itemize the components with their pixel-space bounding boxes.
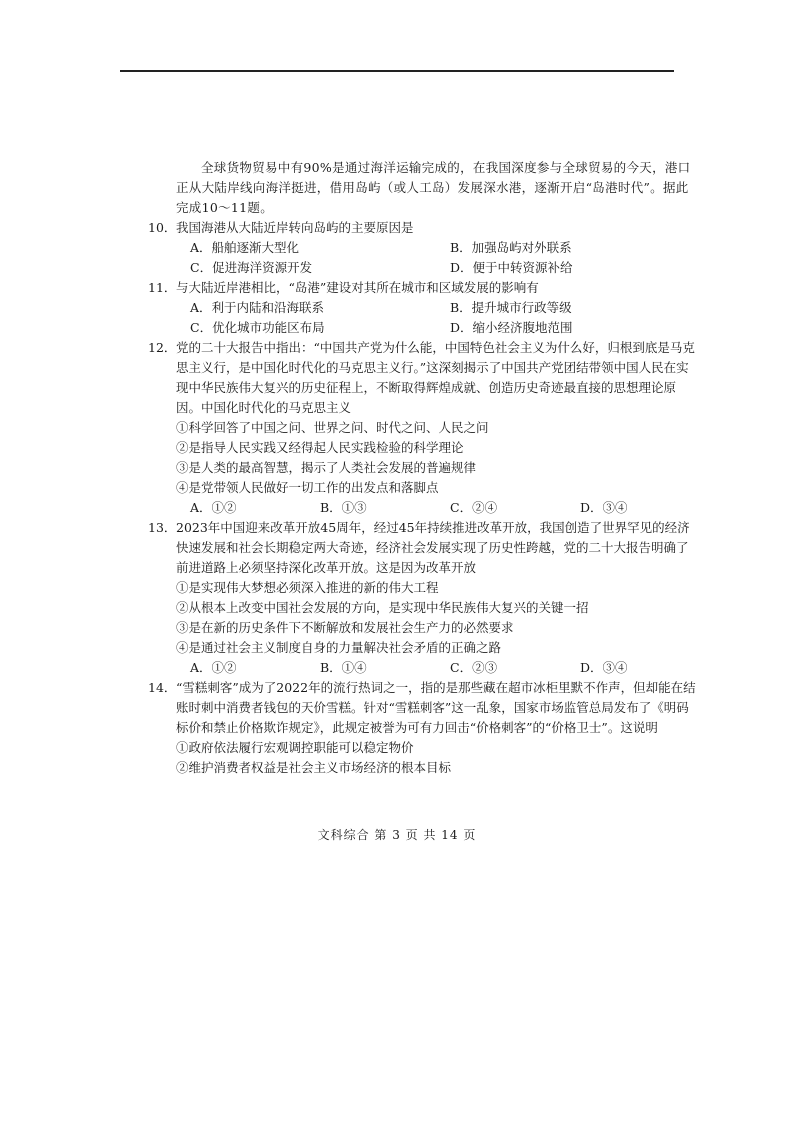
- question-number: 10．: [148, 220, 177, 235]
- option-d: D．便于中转资源补给: [450, 260, 573, 275]
- statement-2: ②是指导人民实践又经得起人民实践检验的科学理论: [176, 440, 464, 455]
- option-a: A．①②: [190, 500, 237, 515]
- option-a: A．①②: [190, 660, 237, 675]
- option-c: C．②④: [450, 500, 498, 515]
- option-list: [176, 658, 696, 678]
- statement-3: ③是人类的最高智慧，揭示了人类社会发展的普遍规律: [176, 460, 477, 475]
- question-stem: 与大陆近岸港相比，“岛港”建设对其所在城市和区域发展的影响有: [176, 280, 539, 295]
- question-10: [148, 218, 696, 278]
- option-d: D．③④: [580, 660, 628, 675]
- statement-1: ①是实现伟大梦想必须深入推进的新的伟大工程: [176, 580, 439, 595]
- statement-1: ①政府依法履行宏观调控职能可以稳定物价: [176, 740, 414, 755]
- option-c: C．②③: [450, 660, 498, 675]
- option-a: A．利于内陆和沿海联系: [190, 300, 325, 315]
- statement-2: ②维护消费者权益是社会主义市场经济的根本目标: [176, 760, 452, 775]
- option-b: B．①③: [320, 500, 367, 515]
- question-number: 13．: [148, 520, 177, 535]
- exam-content: [148, 158, 696, 778]
- question-12: [148, 338, 696, 518]
- question-11: [148, 278, 696, 338]
- statement-2: ②从根本上改变中国社会发展的方向，是实现中华民族伟大复兴的关键一招: [176, 600, 589, 615]
- question-number: 14．: [148, 680, 177, 695]
- header-rule: [120, 70, 674, 72]
- option-d: D．③④: [580, 500, 628, 515]
- option-b: B．加强岛屿对外联系: [450, 240, 572, 255]
- question-stem: 2023年中国迎来改革开放45周年，经过45年持续推进改革开放，我国创造了世界罕见的经济快速发展和社会长期稳定两大奇迹，经济社会发展实现了历史性跨越，党的二十大报告明确了前进道路上必须坚持深化改革开放。这是因为改革开放: [176, 520, 690, 575]
- option-d: D．缩小经济腹地范围: [450, 320, 573, 335]
- page-footer: 文科综合 第 3 页 共 14 页: [317, 828, 477, 842]
- statement-1: ①科学回答了中国之问、世界之问、时代之问、人民之问: [176, 420, 489, 435]
- option-a: A．船舶逐渐大型化: [190, 240, 300, 255]
- option-list: [176, 238, 696, 278]
- question-stem: “雪糕刺客”成为了2022年的流行热词之一，指的是那些藏在超市冰柜里默不作声，但却能在结账时刺中消费者钱包的天价雪糕。针对“雪糕刺客”这一乱象，国家市场监管总局发布了《明码标价和禁止价格欺诈规定》，此规定被誉为可有力回击“价格刺客”的“价格卫士”。这说明: [176, 680, 696, 735]
- statement-4: ④是通过社会主义制度自身的力量解决社会矛盾的正确之路: [176, 640, 502, 655]
- statement-4: ④是党带领人民做好一切工作的出发点和落脚点: [176, 480, 439, 495]
- option-list: [176, 298, 696, 338]
- question-stem: 党的二十大报告中指出：“中国共产党为什么能，中国特色社会主义为什么好，归根到底是马克思主义行，是中国化时代化的马克思主义行。”这深刻揭示了中国共产党团结带领中国人民在实现中华民族伟大复兴的历史征程上，不断取得辉煌成就、创造历史奇迹最直接的思想理论原因。中国化时代化的马克思主义: [176, 340, 695, 415]
- option-list: [176, 498, 696, 518]
- intro-paragraph: 全球货物贸易中有90%是通过海洋运输完成的，在我国深度参与全球贸易的今天，港口正从大陆岸线向海洋挺进，借用岛屿（或人工岛）发展深水港，逐渐开启“岛港时代”。据此完成10～11题。: [176, 160, 691, 215]
- question-13: [148, 518, 696, 678]
- statement-3: ③是在新的历史条件下不断解放和发展社会生产力的必然要求: [176, 620, 514, 635]
- option-c: C．促进海洋资源开发: [190, 260, 313, 275]
- question-number: 12．: [148, 340, 177, 355]
- question-number: 11．: [148, 280, 177, 295]
- question-14: [148, 678, 696, 778]
- question-stem: 我国海港从大陆近岸转向岛屿的主要原因是: [176, 220, 414, 235]
- option-c: C．优化城市功能区布局: [190, 320, 325, 335]
- option-b: B．①④: [320, 660, 367, 675]
- option-b: B．提升城市行政等级: [450, 300, 572, 315]
